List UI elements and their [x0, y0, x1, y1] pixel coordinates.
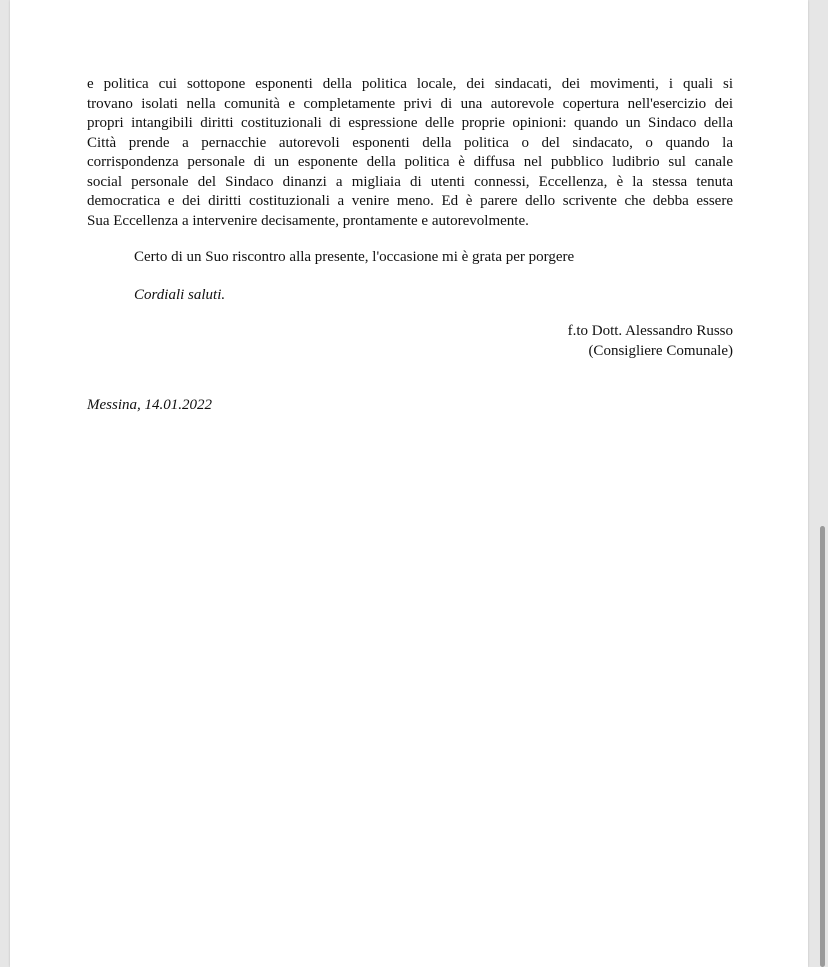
body-line: Città prende a pernacchie autorevoli esponenti della politica o del sindacato, o quando la — [87, 134, 733, 151]
body-line: e politica cui sottopone esponenti della politica locale, dei sindacati, dei movimenti, i quali si — [87, 76, 733, 92]
body-line: propri intangibili diritti costituzionali di espressione delle proprie opinioni: quando un Sindaco della — [87, 115, 733, 131]
letter-content — [87, 75, 733, 416]
signature-name: f.to Dott. Alessandro Russo — [567, 323, 733, 339]
salutation: Cordiali saluti. — [134, 286, 226, 303]
place-date: Messina, 14.01.2022 — [87, 397, 212, 413]
body-line: corrispondenza personale di un esponente della politica è diffusa nel pubblico ludibrio sul canale — [87, 154, 733, 170]
body-line: social personale del Sindaco dinanzi a migliaia di utenti connessi, Eccellenza, è la stessa tenuta — [87, 173, 733, 190]
signature-block — [87, 322, 733, 361]
vertical-scrollbar[interactable] — [820, 526, 825, 967]
body-line: Sua Eccellenza a intervenire decisamente, prontamente e autorevolmente. — [87, 212, 529, 229]
document-page — [10, 0, 808, 967]
body-paragraph — [87, 75, 733, 231]
body-line: trovano isolati nella comunità e completamente privi di una autorevole copertura nell'esercizio dei — [87, 95, 733, 112]
signature-role: (Consigliere Comunale) — [588, 342, 733, 359]
closing-line: Certo di un Suo riscontro alla presente, l'occasione mi è grata per porgere — [134, 249, 575, 265]
body-line: democratica e dei diritti costituzionali a venire meno. Ed è parere dello scrivente che debba essere — [87, 193, 733, 209]
